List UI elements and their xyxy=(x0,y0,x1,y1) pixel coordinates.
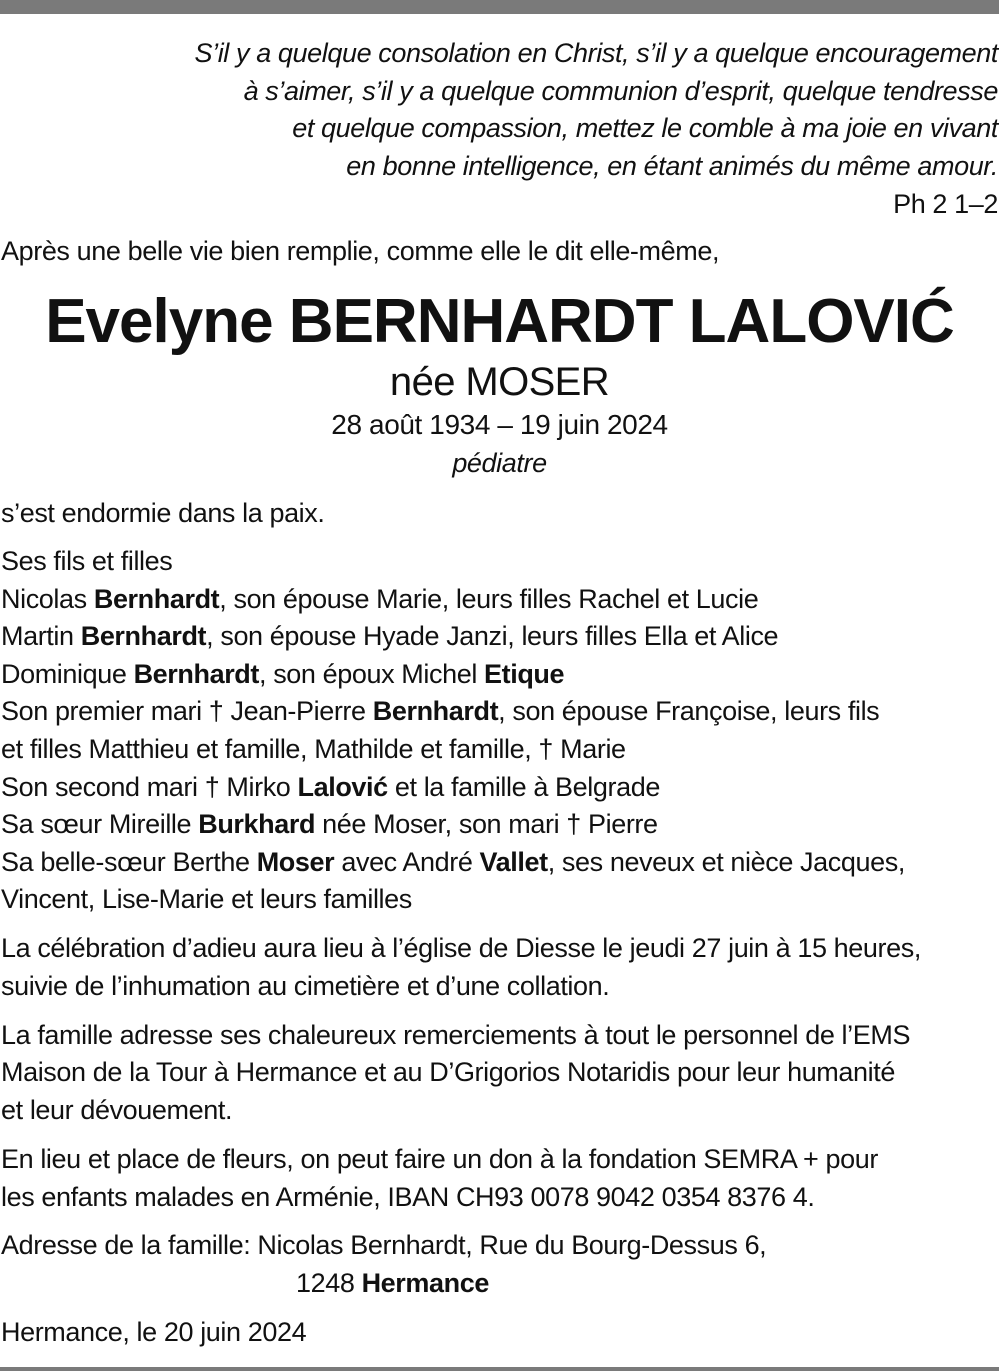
maiden-name: née MOSER xyxy=(389,360,610,404)
intro-text: Après une belle vie bien remplie, comme elle le dit elle-même, xyxy=(1,236,720,266)
family-line-4: Son premier mari † Jean-Pierre Bernhardt, son épouse Françoise, leurs fils xyxy=(1,696,880,726)
top-rule xyxy=(0,0,999,14)
life-dates: 28 août 1934 – 19 juin 2024 xyxy=(331,409,668,440)
ceremony-line-1: La célébration d’adieu aura lieu à l’église de Diesse le jeudi 27 juin à 15 heures, xyxy=(1,933,921,963)
thanks-line-2: Maison de la Tour à Hermance et au D’Grigorios Notaridis pour leur humanité xyxy=(1,1057,895,1087)
address-line-1: Adresse de la famille: Nicolas Bernhardt, Rue du Bourg-Dessus 6, xyxy=(1,1230,767,1260)
family-line-7: Sa sœur Mireille Burkhard née Moser, son mari † Pierre xyxy=(1,809,658,839)
ceremony-line-2: suivie de l’inhumation au cimetière et d’une collation. xyxy=(1,971,610,1001)
family-line-1: Nicolas Bernhardt, son épouse Marie, leurs filles Rachel et Lucie xyxy=(1,584,759,614)
family-line-9: Vincent, Lise-Marie et leurs familles xyxy=(1,884,412,914)
donation-line-1: En lieu et place de fleurs, on peut faire un don à la fondation SEMRA + pour xyxy=(1,1144,878,1174)
family-line-2: Martin Bernhardt, son épouse Hyade Janzi, leurs filles Ella et Alice xyxy=(1,621,779,651)
passed-text: s’est endormie dans la paix. xyxy=(1,498,325,528)
deceased-name: Evelyne BERNHARDT LALOVIĆ xyxy=(45,287,954,356)
address-line-2: 1248 Hermance xyxy=(296,1268,489,1298)
verse-reference: Ph 2 1–2 xyxy=(893,189,998,219)
family-line-6: Son second mari † Mirko Lalović et la famille à Belgrade xyxy=(1,772,660,802)
family-line-8: Sa belle-sœur Berthe Moser avec André Vallet, ses neveux et nièce Jacques, xyxy=(1,847,905,877)
verse-line-2: à s’aimer, s’il y a quelque communion d’esprit, quelque tendresse xyxy=(243,76,998,106)
family-line-5: et filles Matthieu et famille, Mathilde et famille, † Marie xyxy=(1,734,626,764)
thanks-line-1: La famille adresse ses chaleureux remerciements à tout le personnel de l’EMS xyxy=(1,1020,911,1050)
family-line-3: Dominique Bernhardt, son époux Michel Etique xyxy=(1,659,565,689)
donation-line-2: les enfants malades en Arménie, IBAN CH93 0078 9042 0354 8376 4. xyxy=(1,1182,815,1212)
profession: pédiatre xyxy=(452,448,547,478)
verse-line-4: en bonne intelligence, en étant animés du même amour. xyxy=(346,151,998,181)
thanks-line-3: et leur dévouement. xyxy=(1,1095,233,1125)
family-heading: Ses fils et filles xyxy=(1,546,173,576)
signoff: Hermance, le 20 juin 2024 xyxy=(1,1317,307,1347)
verse-line-3: et quelque compassion, mettez le comble à ma joie en vivant xyxy=(292,113,998,143)
verse-line-1: S’il y a quelque consolation en Christ, s’il y a quelque encouragement xyxy=(194,38,998,68)
bottom-rule xyxy=(0,1367,999,1371)
